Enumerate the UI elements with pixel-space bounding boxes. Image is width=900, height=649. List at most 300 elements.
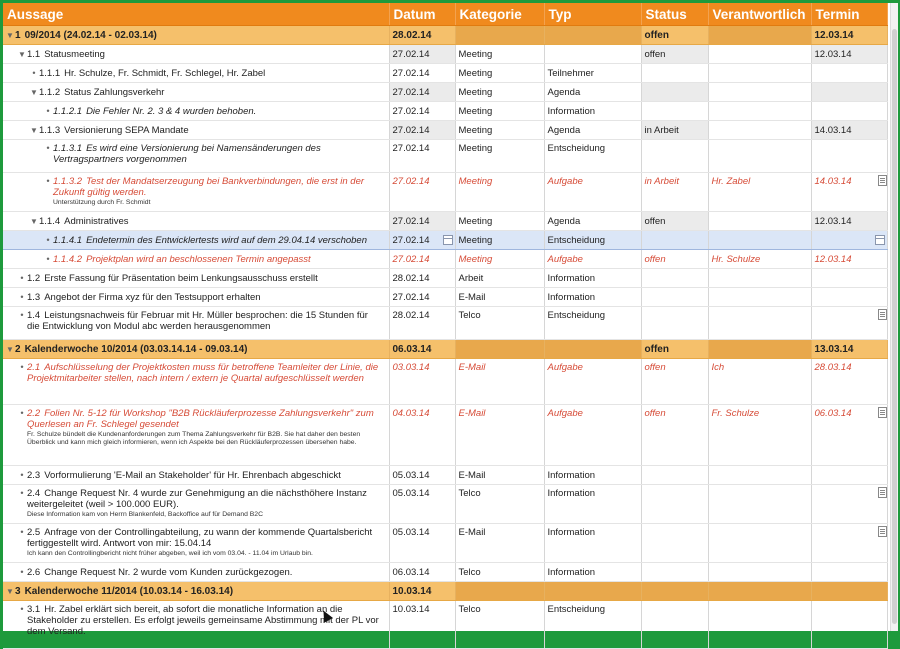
outline-row[interactable]: [3, 601, 887, 649]
status-value: offen: [644, 362, 666, 373]
termin-cell[interactable]: [811, 140, 887, 173]
termin-cell[interactable]: [811, 83, 887, 102]
outline-row[interactable]: [3, 102, 887, 121]
typ-value: Entscheidung: [547, 234, 606, 246]
termin-cell[interactable]: [811, 231, 887, 250]
outline-number: 2.3: [27, 469, 41, 481]
outline-row[interactable]: [3, 524, 887, 563]
kategorie-value: Arbeit: [458, 272, 484, 284]
typ-value: Teilnehmer: [547, 67, 594, 79]
termin-cell[interactable]: [811, 64, 887, 83]
aussage-cell[interactable]: [3, 307, 389, 340]
termin-cell[interactable]: [811, 582, 887, 601]
termin-cell[interactable]: [811, 485, 887, 524]
verantwortlich-cell[interactable]: [708, 269, 811, 288]
status-cell[interactable]: [641, 582, 708, 601]
datum-cell[interactable]: [389, 140, 455, 173]
datum-cell[interactable]: [389, 102, 455, 121]
status-cell[interactable]: [641, 466, 708, 485]
termin-cell[interactable]: [811, 173, 887, 212]
status-cell[interactable]: [641, 64, 708, 83]
kategorie-cell[interactable]: [455, 45, 544, 64]
aussage-text-wrap: [15, 30, 383, 41]
status-cell[interactable]: [641, 173, 708, 212]
datum-value: 28.02.14: [392, 310, 430, 321]
aussage-text-wrap: [27, 310, 383, 332]
column-header-aussage[interactable]: Aussage: [3, 3, 389, 26]
datum-cell[interactable]: [389, 250, 455, 269]
kategorie-cell[interactable]: [455, 359, 544, 405]
kategorie-cell[interactable]: [455, 466, 544, 485]
kategorie-cell[interactable]: [455, 140, 544, 173]
verantwortlich-cell[interactable]: [708, 288, 811, 307]
termin-cell[interactable]: [811, 466, 887, 485]
kategorie-cell[interactable]: [455, 582, 544, 601]
aussage-cell[interactable]: [3, 485, 389, 524]
termin-value: 14.03.14: [814, 176, 852, 187]
outline-number: 3.1: [27, 604, 41, 615]
typ-value: Entscheidung: [547, 310, 606, 321]
datum-value: 28.02.14: [392, 272, 430, 284]
kategorie-value: Meeting: [458, 253, 493, 265]
termin-value: 12.03.14: [814, 215, 852, 227]
termin-cell[interactable]: [811, 250, 887, 269]
aussage-text: Status Zahlungsverkehr: [64, 86, 165, 98]
verantwortlich-cell[interactable]: [708, 601, 811, 649]
outline-row[interactable]: [3, 307, 887, 340]
termin-cell[interactable]: [811, 307, 887, 340]
aussage-cell[interactable]: [3, 231, 389, 250]
outline-row[interactable]: [3, 250, 887, 269]
typ-cell[interactable]: [544, 524, 641, 563]
aussage-text-wrap: [39, 125, 383, 136]
aussage-cell[interactable]: [3, 140, 389, 173]
datum-value: 27.02.14: [392, 143, 430, 154]
kategorie-cell[interactable]: [455, 173, 544, 212]
datum-cell[interactable]: [389, 524, 455, 563]
verantwortlich-cell[interactable]: [708, 563, 811, 582]
column-header-verantwortlich[interactable]: Verantwortlich: [708, 3, 811, 26]
termin-cell[interactable]: [811, 26, 887, 45]
termin-cell[interactable]: [811, 524, 887, 563]
status-cell[interactable]: [641, 524, 708, 563]
datum-value: 27.02.14: [392, 253, 430, 265]
status-cell[interactable]: [641, 563, 708, 582]
typ-cell[interactable]: [544, 582, 641, 601]
disclosure-triangle-icon[interactable]: ▼: [6, 344, 14, 354]
termin-cell[interactable]: [811, 601, 887, 649]
aussage-cell[interactable]: [3, 405, 389, 466]
typ-cell[interactable]: [544, 340, 641, 359]
note-document-icon[interactable]: [878, 175, 887, 186]
verantwortlich-cell[interactable]: [708, 83, 811, 102]
outline-number: 1.4: [27, 310, 41, 321]
aussage-text-wrap: [53, 235, 383, 246]
aussage-cell[interactable]: [3, 466, 389, 485]
aussage-text: Leistungsnachweis für Februar mit Hr. Müller besprochen: die 15 Stunden für die Entwicklung von Modul abc werden herausgenommen: [27, 310, 368, 332]
scrollbar-thumb[interactable]: [892, 29, 897, 624]
outline-row[interactable]: [3, 45, 887, 64]
typ-cell[interactable]: [544, 307, 641, 340]
typ-value: Information: [547, 566, 596, 578]
verantwortlich-cell[interactable]: [708, 212, 811, 231]
aussage-cell[interactable]: [3, 26, 389, 45]
bullet-icon: •: [20, 604, 24, 614]
typ-value: Aufgabe: [547, 362, 583, 373]
typ-value: Information: [547, 291, 596, 303]
outline-row[interactable]: [3, 64, 887, 83]
termin-value: 12.03.14: [814, 48, 852, 60]
datum-cell[interactable]: [389, 64, 455, 83]
typ-cell[interactable]: [544, 563, 641, 582]
datum-cell[interactable]: [389, 359, 455, 405]
status-value: offen: [644, 253, 666, 265]
bullet-icon: •: [46, 234, 50, 245]
kategorie-value: Meeting: [458, 48, 493, 60]
outline-row[interactable]: [3, 269, 887, 288]
kategorie-cell[interactable]: [455, 340, 544, 359]
verantwortlich-cell[interactable]: [708, 307, 811, 340]
aussage-cell[interactable]: [3, 212, 389, 231]
verantwortlich-cell[interactable]: [708, 102, 811, 121]
typ-cell[interactable]: [544, 601, 641, 649]
datum-value: 27.02.14: [392, 86, 430, 98]
bullet-icon: •: [20, 408, 24, 418]
termin-cell[interactable]: [811, 288, 887, 307]
section-row[interactable]: [3, 582, 887, 601]
datum-cell[interactable]: [389, 26, 455, 45]
verantwortlich-cell[interactable]: [708, 405, 811, 466]
outline-row[interactable]: [3, 485, 887, 524]
section-row[interactable]: [3, 26, 887, 45]
datum-value: 05.03.14: [392, 527, 430, 538]
aussage-text: Statusmeeting: [44, 48, 105, 60]
status-cell[interactable]: [641, 231, 708, 250]
vertical-scrollbar[interactable]: [890, 3, 898, 631]
typ-cell[interactable]: [544, 359, 641, 405]
status-cell[interactable]: [641, 83, 708, 102]
verantwortlich-cell[interactable]: [708, 140, 811, 173]
status-value: offen: [644, 343, 669, 355]
status-cell[interactable]: [641, 601, 708, 649]
aussage-text-wrap: [27, 408, 383, 447]
kategorie-cell[interactable]: [455, 231, 544, 250]
outline-number: 2.6: [27, 566, 41, 578]
disclosure-triangle-icon[interactable]: ▼: [18, 49, 26, 59]
bullet-icon: •: [20, 362, 24, 372]
typ-cell[interactable]: [544, 250, 641, 269]
aussage-text-wrap: [53, 106, 383, 117]
aussage-text-wrap: [27, 527, 383, 558]
aussage-cell[interactable]: [3, 102, 389, 121]
typ-cell[interactable]: [544, 269, 641, 288]
status-cell[interactable]: [641, 359, 708, 405]
verantwortlich-cell[interactable]: [708, 524, 811, 563]
kategorie-value: Meeting: [458, 67, 493, 79]
termin-cell[interactable]: [811, 102, 887, 121]
column-header-status[interactable]: Status: [641, 3, 708, 26]
verantwortlich-cell[interactable]: [708, 359, 811, 405]
termin-cell[interactable]: [811, 212, 887, 231]
datum-cell[interactable]: [389, 288, 455, 307]
kategorie-cell[interactable]: [455, 524, 544, 563]
verantwortlich-cell[interactable]: [708, 250, 811, 269]
status-cell[interactable]: [641, 102, 708, 121]
typ-cell[interactable]: [544, 83, 641, 102]
outline-row[interactable]: [3, 466, 887, 485]
aussage-text: Folien Nr. 5-12 für Workshop "B2B Rückläuferprozesse Zahlungsverkehr" zum Querlesen an Fr. Schlegel gesendet: [27, 408, 374, 430]
status-cell[interactable]: [641, 485, 708, 524]
typ-value: Agenda: [547, 215, 581, 227]
datum-cell[interactable]: [389, 405, 455, 466]
status-cell[interactable]: [641, 26, 708, 45]
typ-cell[interactable]: [544, 405, 641, 466]
verantwortlich-cell[interactable]: [708, 340, 811, 359]
verantwortlich-value: Hr. Schulze: [711, 253, 761, 265]
datum-cell[interactable]: [389, 269, 455, 288]
outline-row[interactable]: [3, 231, 887, 250]
datum-cell[interactable]: [389, 466, 455, 485]
kategorie-cell[interactable]: [455, 485, 544, 524]
datum-cell[interactable]: [389, 212, 455, 231]
typ-cell[interactable]: [544, 45, 641, 64]
aussage-text-wrap: [15, 344, 383, 355]
outline-row[interactable]: [3, 140, 887, 173]
aussage-cell[interactable]: [3, 563, 389, 582]
kategorie-cell[interactable]: [455, 121, 544, 140]
termin-cell[interactable]: [811, 340, 887, 359]
typ-cell[interactable]: [544, 102, 641, 121]
bullet-icon: •: [32, 67, 36, 78]
kategorie-value: E-Mail: [458, 527, 486, 538]
aussage-text-wrap: [39, 216, 383, 227]
aussage-text: Hr. Schulze, Fr. Schmidt, Fr. Schlegel, Hr. Zabel: [64, 67, 266, 79]
typ-value: Information: [547, 527, 596, 538]
typ-cell[interactable]: [544, 64, 641, 83]
note-document-icon[interactable]: [878, 407, 887, 418]
disclosure-triangle-icon[interactable]: ▼: [30, 87, 38, 97]
outline-row[interactable]: [3, 83, 887, 102]
termin-cell[interactable]: [811, 405, 887, 466]
aussage-cell[interactable]: [3, 64, 389, 83]
bullet-icon: •: [20, 272, 24, 283]
aussage-text-wrap: [27, 604, 383, 637]
termin-cell[interactable]: [811, 269, 887, 288]
column-header-termin[interactable]: Termin: [811, 3, 887, 26]
column-header-kategorie[interactable]: Kategorie: [455, 3, 544, 26]
datum-value: 06.03.14: [392, 566, 430, 578]
termin-cell[interactable]: [811, 563, 887, 582]
datum-cell[interactable]: [389, 173, 455, 212]
status-value: offen: [644, 215, 666, 227]
aussage-cell[interactable]: [3, 83, 389, 102]
verantwortlich-cell[interactable]: [708, 26, 811, 45]
typ-cell[interactable]: [544, 288, 641, 307]
kategorie-cell[interactable]: [455, 601, 544, 649]
typ-value: Agenda: [547, 86, 581, 98]
kategorie-value: E-Mail: [458, 408, 486, 419]
datum-cell[interactable]: [389, 83, 455, 102]
datum-cell[interactable]: [389, 601, 455, 649]
outline-row[interactable]: [3, 359, 887, 405]
note-document-icon[interactable]: [878, 309, 887, 320]
aussage-cell[interactable]: [3, 250, 389, 269]
disclosure-triangle-icon[interactable]: ▼: [30, 216, 38, 226]
datum-cell[interactable]: [389, 582, 455, 601]
kategorie-cell[interactable]: [455, 26, 544, 45]
outline-row[interactable]: [3, 288, 887, 307]
status-cell[interactable]: [641, 269, 708, 288]
kategorie-cell[interactable]: [455, 563, 544, 582]
outline-row[interactable]: [3, 173, 887, 212]
aussage-cell[interactable]: [3, 288, 389, 307]
aussage-cell[interactable]: [3, 45, 389, 64]
calendar-picker-icon[interactable]: [443, 235, 453, 245]
kategorie-value: E-Mail: [458, 362, 486, 373]
verantwortlich-cell[interactable]: [708, 231, 811, 250]
status-cell[interactable]: [641, 140, 708, 173]
aussage-text-wrap: [27, 362, 383, 384]
datum-cell[interactable]: [389, 231, 455, 250]
status-cell[interactable]: [641, 288, 708, 307]
status-cell[interactable]: [641, 405, 708, 466]
kategorie-value: Telco: [458, 566, 481, 578]
aussage-text-wrap: [39, 87, 383, 98]
datum-value: 10.03.14: [392, 585, 432, 597]
kategorie-cell[interactable]: [455, 64, 544, 83]
outline-number: 3: [15, 585, 21, 597]
outline-row[interactable]: [3, 563, 887, 582]
kategorie-value: E-Mail: [458, 291, 486, 303]
kategorie-value: Meeting: [458, 105, 493, 117]
outline-number: 1: [15, 29, 21, 41]
termin-value: 28.03.14: [814, 362, 852, 373]
outline-number: 2.1: [27, 362, 41, 373]
disclosure-triangle-icon[interactable]: ▼: [6, 30, 14, 40]
kategorie-value: Meeting: [458, 176, 493, 187]
termin-cell[interactable]: [811, 121, 887, 140]
datum-cell[interactable]: [389, 45, 455, 64]
outline-body: [3, 26, 887, 649]
kategorie-cell[interactable]: [455, 102, 544, 121]
datum-value: 04.03.14: [392, 408, 430, 419]
column-header-typ[interactable]: Typ: [544, 3, 641, 26]
aussage-cell[interactable]: [3, 601, 389, 649]
kategorie-cell[interactable]: [455, 250, 544, 269]
datum-value: 28.02.14: [392, 29, 432, 41]
typ-cell[interactable]: [544, 121, 641, 140]
outline-number: 1.1.1: [39, 67, 61, 79]
aussage-text: Kalenderwoche 10/2014 (03.03.14.14 - 09.03.14): [24, 343, 248, 355]
note-document-icon[interactable]: [878, 526, 887, 537]
outline-row[interactable]: [3, 405, 887, 466]
outline-row[interactable]: [3, 212, 887, 231]
outline-row[interactable]: [3, 121, 887, 140]
typ-cell[interactable]: [544, 26, 641, 45]
aussage-text: Projektplan wird an beschlossenen Termin angepasst: [86, 253, 311, 265]
aussage-text: Change Request Nr. 2 wurde vom Kunden zurückgezogen.: [44, 566, 293, 578]
outline-number: 1.3: [27, 291, 41, 303]
aussage-text: Aufschlüsselung der Projektkosten muss für betroffene Teamleiter der Linie, die Projektmitarbeiter stellen, nach intern / extern je Quartal aufgeschlüsselt werden: [27, 362, 379, 384]
kategorie-cell[interactable]: [455, 83, 544, 102]
aussage-cell[interactable]: [3, 340, 389, 359]
row-note: Diese Information kam von Herrn Blankenfeld, Backoffice auf für Demand B2C: [27, 511, 263, 518]
aussage-text: Erste Fassung für Präsentation beim Lenkungsausschuss erstellt: [44, 272, 318, 284]
typ-cell[interactable]: [544, 466, 641, 485]
typ-cell[interactable]: [544, 212, 641, 231]
aussage-text-wrap: [15, 586, 383, 597]
status-cell[interactable]: [641, 121, 708, 140]
aussage-cell[interactable]: [3, 121, 389, 140]
verantwortlich-cell[interactable]: [708, 64, 811, 83]
disclosure-triangle-icon[interactable]: ▼: [6, 586, 14, 596]
aussage-text: Es wird eine Versionierung bei Namensänderungen des Vertragspartners vorgenommen: [53, 143, 321, 165]
aussage-text: Versionierung SEPA Mandate: [64, 124, 189, 136]
aussage-text-wrap: [27, 273, 383, 284]
status-cell[interactable]: [641, 212, 708, 231]
datum-cell[interactable]: [389, 563, 455, 582]
aussage-cell[interactable]: [3, 582, 389, 601]
status-cell[interactable]: [641, 250, 708, 269]
bullet-icon: •: [20, 291, 24, 302]
note-document-icon[interactable]: [878, 487, 887, 498]
verantwortlich-cell[interactable]: [708, 466, 811, 485]
section-row[interactable]: [3, 340, 887, 359]
column-header-datum[interactable]: Datum: [389, 3, 455, 26]
verantwortlich-cell[interactable]: [708, 485, 811, 524]
status-cell[interactable]: [641, 307, 708, 340]
termin-cell[interactable]: [811, 359, 887, 405]
status-value: in Arbeit: [644, 176, 679, 187]
verantwortlich-value: Ich: [711, 362, 725, 373]
typ-cell[interactable]: [544, 485, 641, 524]
calendar-picker-icon[interactable]: [875, 235, 885, 245]
termin-cell[interactable]: [811, 45, 887, 64]
kategorie-cell[interactable]: [455, 288, 544, 307]
datum-cell[interactable]: [389, 121, 455, 140]
disclosure-triangle-icon[interactable]: ▼: [30, 125, 38, 135]
status-value: in Arbeit: [644, 124, 679, 136]
aussage-text: Die Fehler Nr. 2. 3 & 4 wurden behoben.: [86, 105, 257, 117]
verantwortlich-cell[interactable]: [708, 582, 811, 601]
aussage-cell[interactable]: [3, 524, 389, 563]
kategorie-cell[interactable]: [455, 405, 544, 466]
kategorie-cell[interactable]: [455, 269, 544, 288]
datum-cell[interactable]: [389, 307, 455, 340]
outline-number: 2: [15, 343, 21, 355]
verantwortlich-cell[interactable]: [708, 45, 811, 64]
aussage-cell[interactable]: [3, 173, 389, 212]
kategorie-cell[interactable]: [455, 307, 544, 340]
status-cell[interactable]: [641, 340, 708, 359]
outline-number: 1.1.4: [39, 215, 61, 227]
datum-cell[interactable]: [389, 340, 455, 359]
typ-cell[interactable]: [544, 231, 641, 250]
termin-value: 13.03.14: [814, 343, 854, 355]
aussage-cell[interactable]: [3, 269, 389, 288]
status-cell[interactable]: [641, 45, 708, 64]
datum-value: 06.03.14: [392, 343, 432, 355]
verantwortlich-cell[interactable]: [708, 121, 811, 140]
typ-cell[interactable]: [544, 173, 641, 212]
kategorie-cell[interactable]: [455, 212, 544, 231]
outline-number: 1.1.3: [39, 124, 61, 136]
datum-cell[interactable]: [389, 485, 455, 524]
aussage-cell[interactable]: [3, 359, 389, 405]
typ-cell[interactable]: [544, 140, 641, 173]
status-value: offen: [644, 408, 666, 419]
verantwortlich-cell[interactable]: [708, 173, 811, 212]
